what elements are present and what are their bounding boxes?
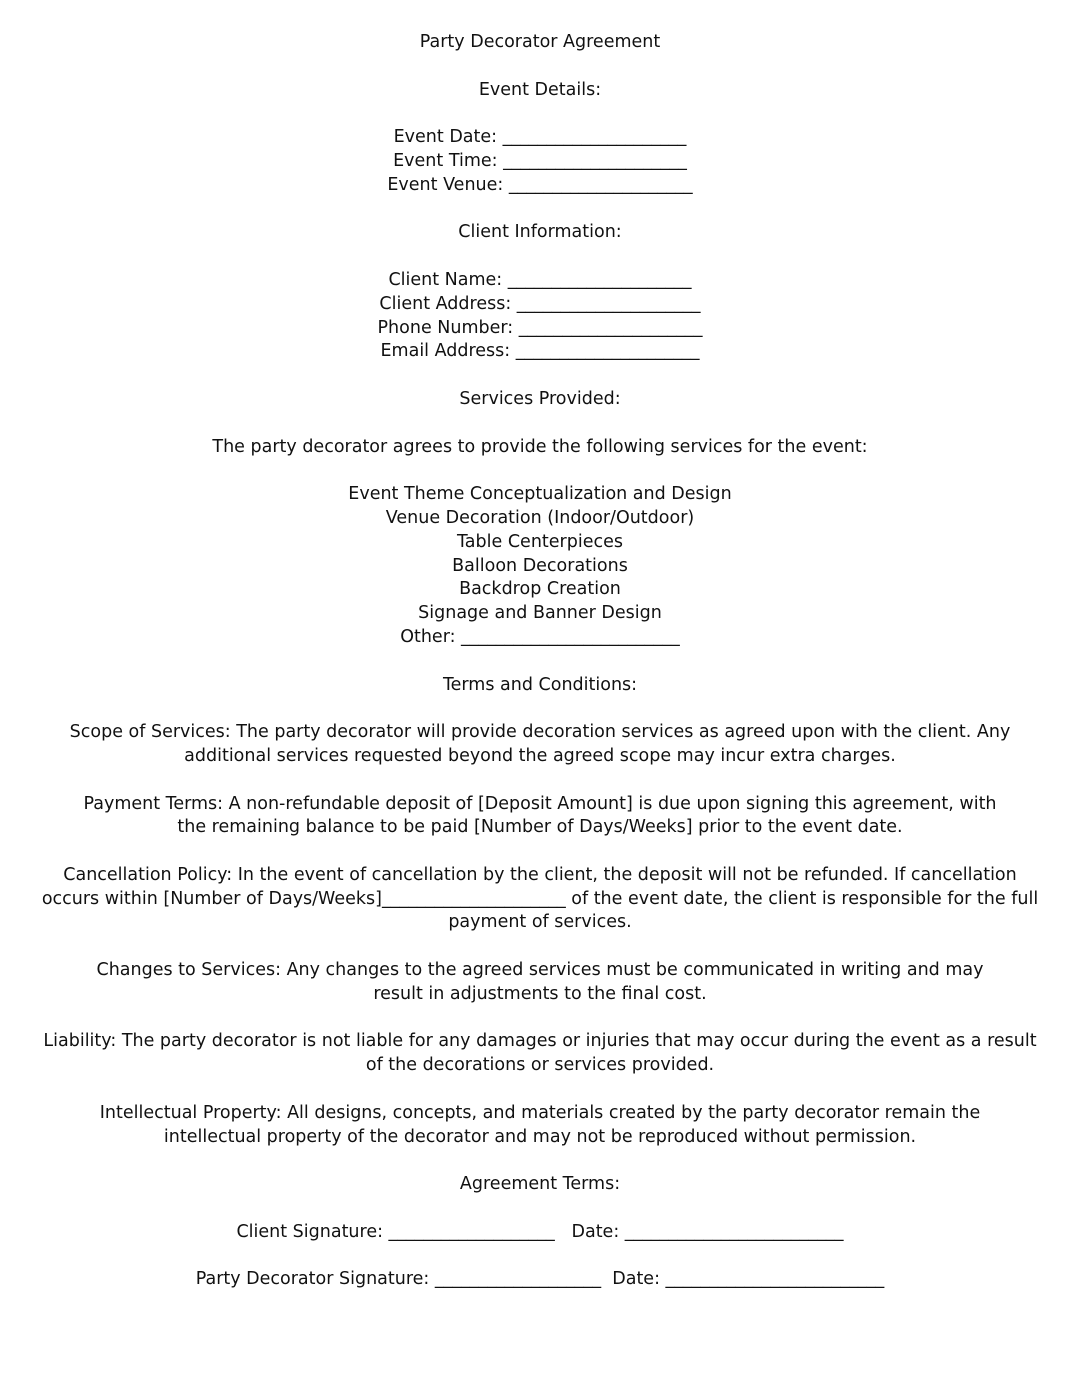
spacer (36, 650, 1044, 674)
service-item: Signage and Banner Design (418, 603, 662, 624)
service-item-other: Other: _________________________ (400, 626, 680, 647)
client-name-field: Client Name: _____________________ (388, 269, 692, 290)
spacer (36, 1007, 1044, 1031)
service-item: Balloon Decorations (452, 555, 628, 576)
terms-scope-paragraph: Scope of Services: The party decorator will provide decoration services as agreed upon with the client. Any additional services requested beyond the agreed scope may incur extra charges. (69, 722, 1011, 766)
spacer (36, 198, 1044, 222)
terms-payment-paragraph: Payment Terms: A non-refundable deposit of [Deposit Amount] is due upon signing this agreement, with the remaining balance to be paid [Number of Days/Weeks] prior to the event date. (83, 793, 997, 838)
service-item: Venue Decoration (Indoor/Outdoor) (385, 507, 695, 528)
terms-ip-paragraph: Intellectual Property: All designs, concepts, and materials created by the party decorator remain the intellectual property of the decorator and may not be reproduced without permission. (99, 1102, 981, 1147)
spacer (36, 1078, 1044, 1102)
event-venue-field: Event Venue: _____________________ (387, 174, 693, 195)
spacer (36, 412, 1044, 436)
spacer (36, 1149, 1044, 1173)
service-item: Backdrop Creation (459, 579, 621, 600)
agreement-terms-heading: Agreement Terms: (459, 1174, 621, 1195)
spacer (36, 245, 1044, 269)
spacer (36, 55, 1044, 79)
terms-liability-paragraph: Liability: The party decorator is not liable for any damages or injuries that may occur during the event as a result of the decorations or services provided. (43, 1031, 1037, 1076)
terms-heading: Terms and Conditions: (442, 674, 638, 695)
phone-number-field: Phone Number: _____________________ (377, 317, 703, 338)
service-item: Event Theme Conceptualization and Design (348, 484, 732, 505)
spacer (36, 840, 1044, 864)
spacer (36, 935, 1044, 959)
terms-cancellation-paragraph: Cancellation Policy: In the event of cancellation by the client, the deposit will not be refunded. If cancellation occurs within [Number of Days/Weeks]_____________________ of the event date, the client is responsible for the full payment of services. (41, 864, 1039, 933)
services-heading: Services Provided: (459, 388, 621, 409)
services-intro: The party decorator agrees to provide the following services for the event: (212, 436, 868, 457)
spacer (36, 697, 1044, 721)
client-address-field: Client Address: _____________________ (379, 293, 701, 314)
client-information-heading: Client Information: (458, 222, 622, 243)
spacer (36, 102, 1044, 126)
spacer (36, 1197, 1044, 1221)
event-date-field: Event Date: _____________________ (393, 127, 687, 148)
spacer (36, 459, 1044, 483)
email-address-field: Email Address: _____________________ (380, 341, 700, 362)
service-item: Table Centerpieces (457, 531, 623, 552)
terms-changes-paragraph: Changes to Services: Any changes to the agreed services must be communicated in writing and may result in adjustments to the final cost. (96, 960, 984, 1004)
spacer (36, 769, 1044, 793)
document-title: Party Decorator Agreement (419, 32, 661, 52)
event-details-heading: Event Details: (478, 79, 602, 100)
event-time-field: Event Time: _____________________ (393, 150, 687, 171)
spacer (36, 364, 1044, 388)
spacer (36, 1245, 1044, 1269)
client-signature-line: Client Signature: ___________________ Date: _________________________ (236, 1221, 844, 1242)
decorator-signature-line: Party Decorator Signature: ___________________ Date: _________________________ (195, 1269, 885, 1290)
